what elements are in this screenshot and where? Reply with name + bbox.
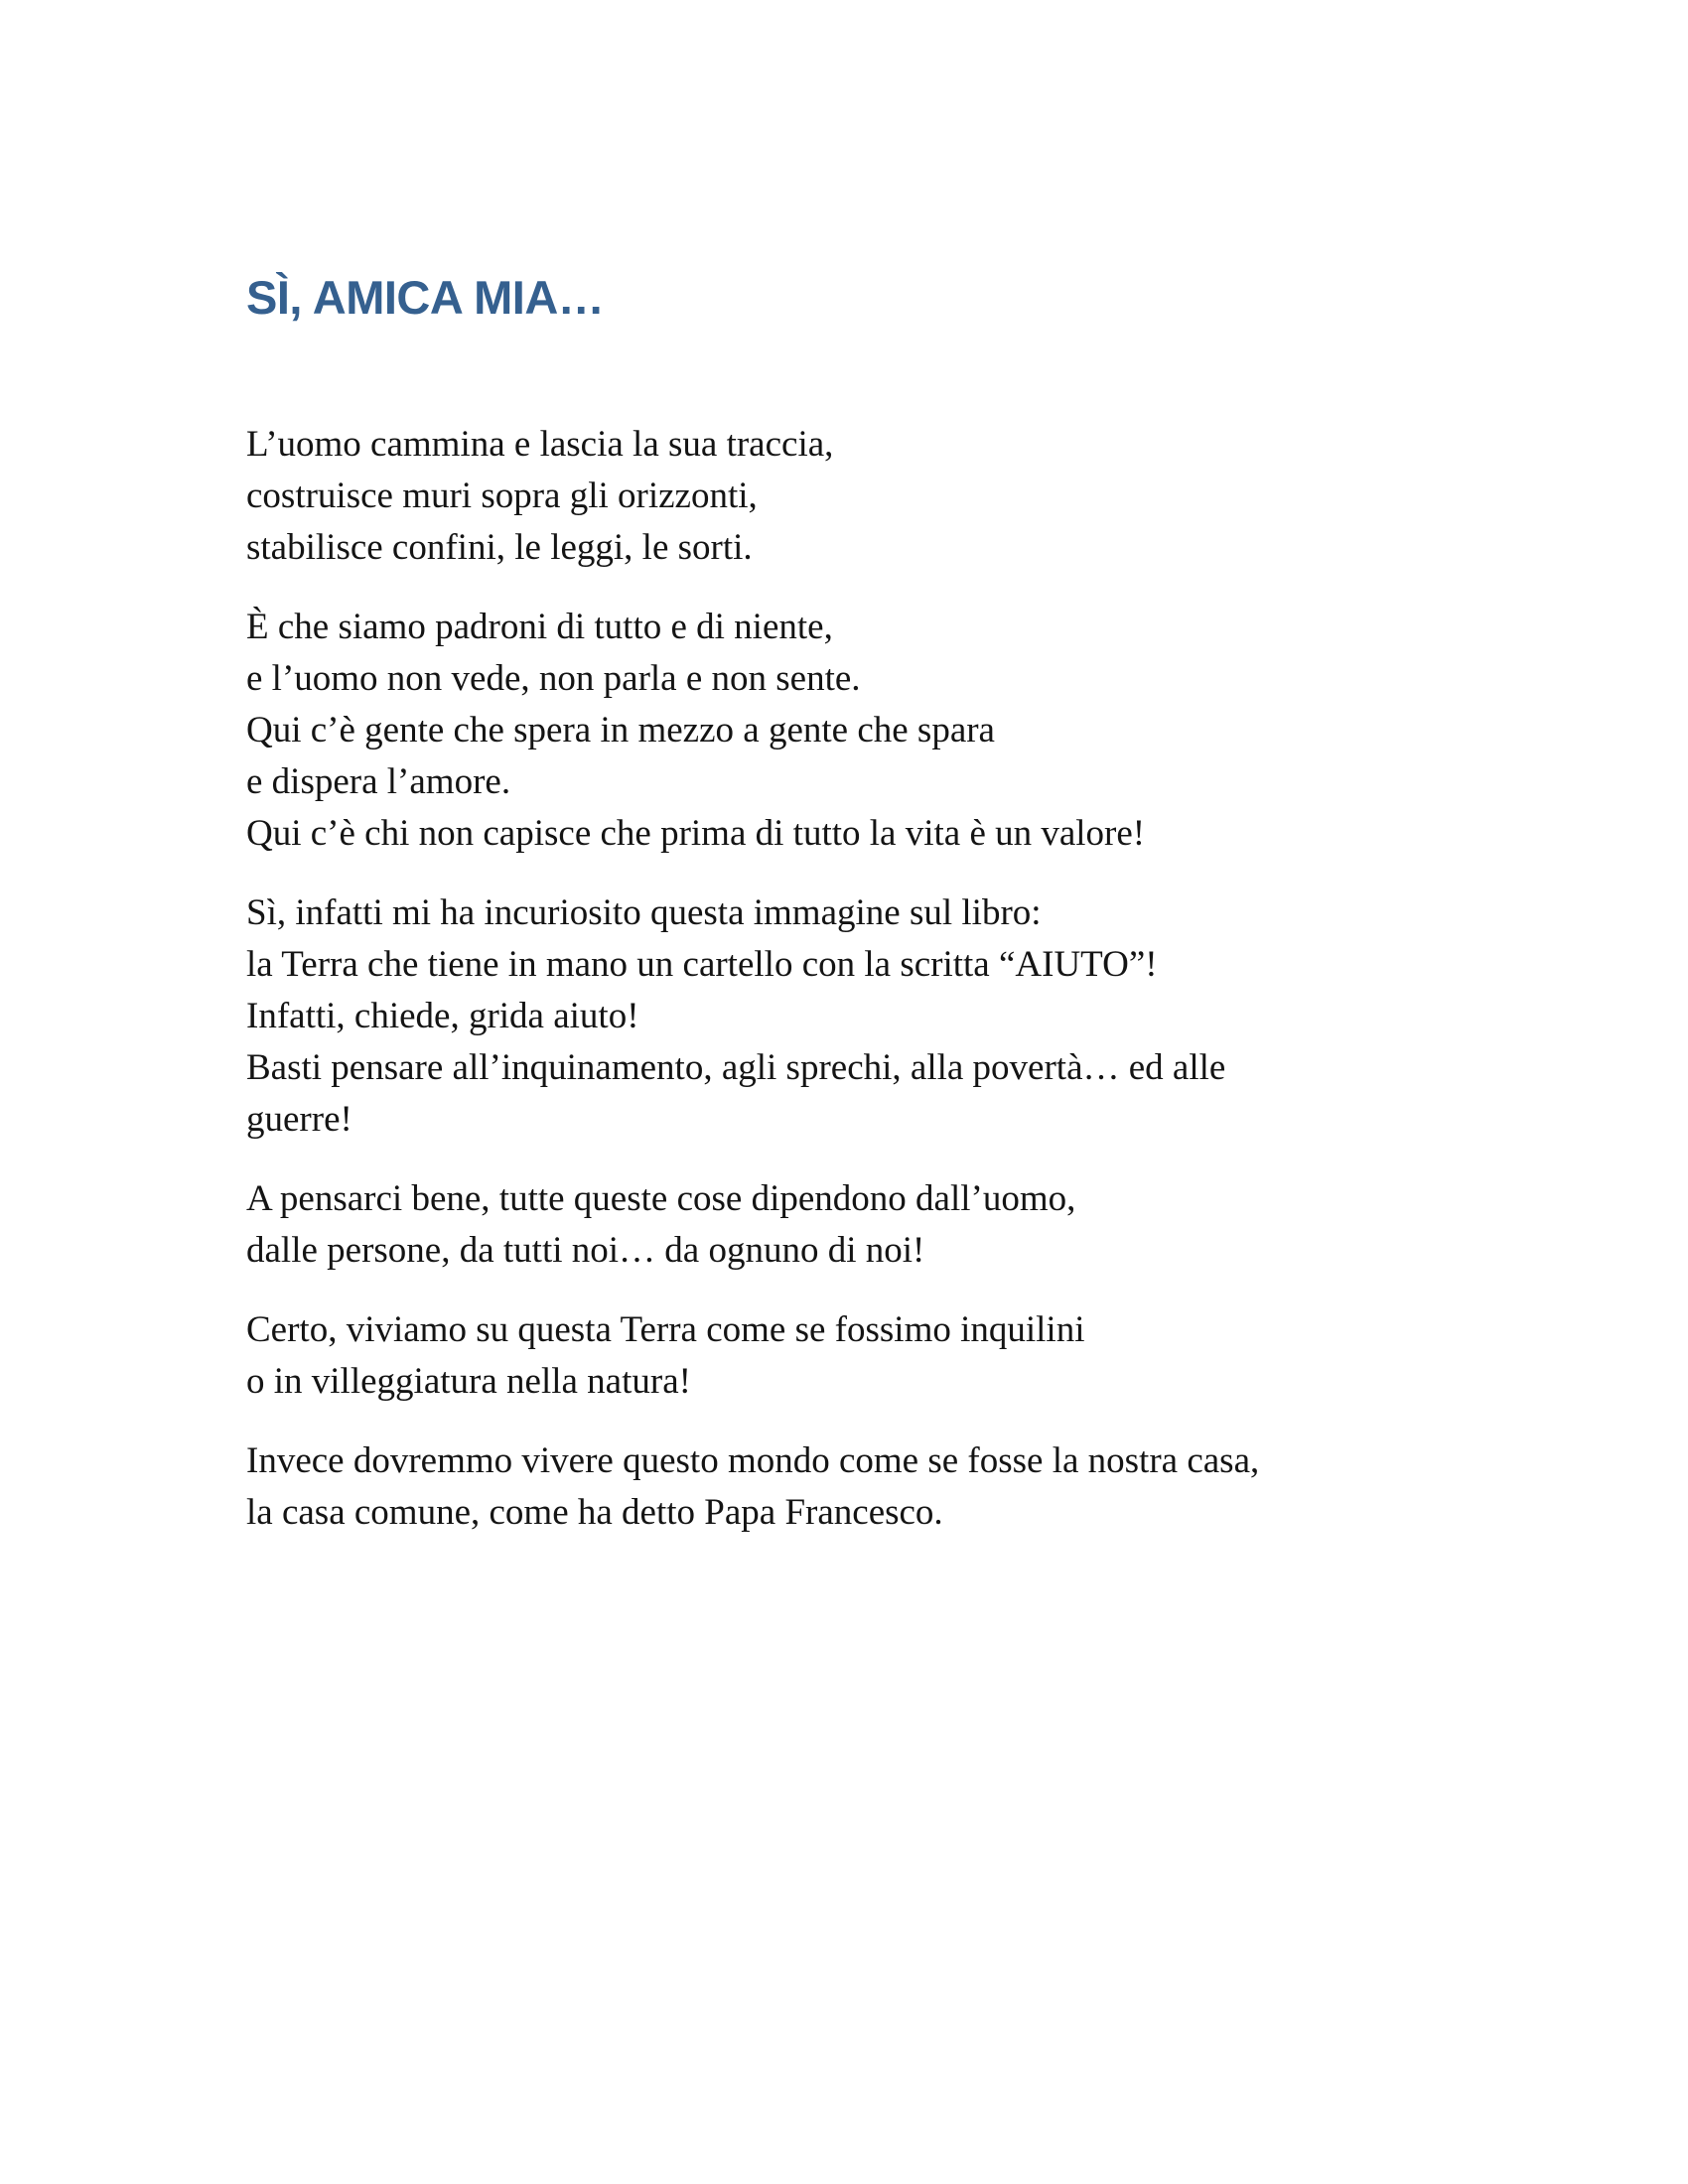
poem-line: e l’uomo non vede, non parla e non sente. bbox=[246, 658, 861, 699]
poem-line: Basti pensare all’inquinamento, agli sprechi, alla povertà… ed alle bbox=[246, 1047, 1226, 1088]
poem-line: e dispera l’amore. bbox=[246, 761, 511, 802]
document-content bbox=[246, 273, 1477, 1567]
poem-line: Qui c’è chi non capisce che prima di tutto la vita è un valore! bbox=[246, 813, 1146, 854]
stanza-1 bbox=[246, 419, 1477, 574]
poem-line: Sì, infatti mi ha incuriosito questa immagine sul libro: bbox=[246, 892, 1042, 933]
poem-line: È che siamo padroni di tutto e di niente, bbox=[246, 607, 833, 647]
poem-line: la Terra che tiene in mano un cartello con la scritta “AIUTO”! bbox=[246, 944, 1158, 985]
stanza-5 bbox=[246, 1304, 1477, 1408]
poem-line: L’uomo cammina e lascia la sua traccia, bbox=[246, 424, 834, 465]
poem-line: costruisce muri sopra gli orizzonti, bbox=[246, 476, 758, 516]
poem-line: stabilisce confini, le leggi, le sorti. bbox=[246, 527, 753, 568]
poem-line: dalle persone, da tutti noi… da ognuno di noi! bbox=[246, 1230, 925, 1271]
poem-line: o in villeggiatura nella natura! bbox=[246, 1361, 691, 1402]
poem-line: Invece dovremmo vivere questo mondo come se fosse la nostra casa, bbox=[246, 1440, 1260, 1481]
poem-line: Qui c’è gente che spera in mezzo a gente che spara bbox=[246, 710, 995, 751]
poem-line: Certo, viviamo su questa Terra come se fossimo inquilini bbox=[246, 1309, 1085, 1350]
poem-line: la casa comune, come ha detto Papa Francesco. bbox=[246, 1492, 943, 1533]
poem-line: Infatti, chiede, grida aiuto! bbox=[246, 996, 639, 1036]
page-title: SÌ, AMICA MIA… bbox=[246, 271, 605, 324]
stanza-3 bbox=[246, 887, 1477, 1146]
stanza-4 bbox=[246, 1173, 1477, 1277]
poem-line: A pensarci bene, tutte queste cose dipendono dall’uomo, bbox=[246, 1178, 1076, 1219]
stanza-2 bbox=[246, 602, 1477, 860]
stanza-6 bbox=[246, 1435, 1477, 1539]
poem-line: guerre! bbox=[246, 1099, 352, 1140]
